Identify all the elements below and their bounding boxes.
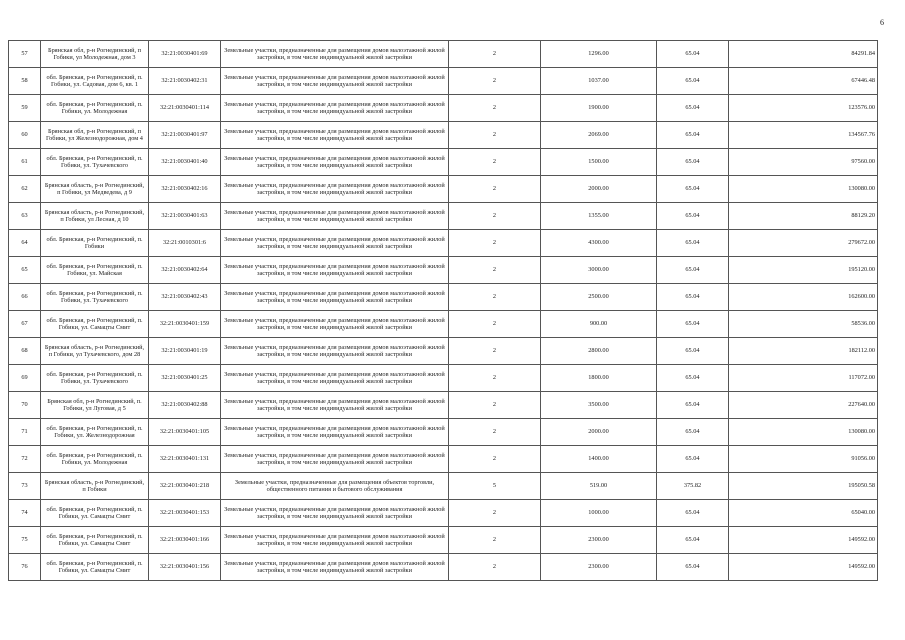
land-use-cell: Земельные участки, предназначенные для размещения домов малоэтажной жилой застройки, в том числе индивидуальной жилой застройки xyxy=(221,230,449,257)
specific-value-cell: 65.04 xyxy=(657,500,729,527)
area-cell: 3000.00 xyxy=(541,257,657,284)
specific-value-cell: 65.04 xyxy=(657,338,729,365)
land-use-cell: Земельные участки, предназначенные для размещения домов малоэтажной жилой застройки, в том числе индивидуальной жилой застройки xyxy=(221,527,449,554)
table-row xyxy=(9,338,878,365)
area-cell: 900.00 xyxy=(541,311,657,338)
table-row xyxy=(9,392,878,419)
land-use-cell: Земельные участки, предназначенные для размещения домов малоэтажной жилой застройки, в том числе индивидуальной жилой застройки xyxy=(221,176,449,203)
address-cell: обл. Брянская, р-н Рогнединский, п. Гобики, ул. Садовая, дом 6, кв. 1 xyxy=(41,68,149,95)
row-number: 70 xyxy=(9,392,41,419)
row-number: 67 xyxy=(9,311,41,338)
cadastral-value-cell: 58536.00 xyxy=(729,311,878,338)
row-number: 76 xyxy=(9,554,41,581)
area-cell: 1500.00 xyxy=(541,149,657,176)
cadastral-value-cell: 195120.00 xyxy=(729,257,878,284)
cadastral-number-cell: 32:21:0030402:88 xyxy=(149,392,221,419)
land-use-cell: Земельные участки, предназначенные для размещения домов малоэтажной жилой застройки, в том числе индивидуальной жилой застройки xyxy=(221,500,449,527)
cadastral-number-cell: 32:21:0030401:131 xyxy=(149,446,221,473)
row-number: 61 xyxy=(9,149,41,176)
address-cell: обл. Брянская, р-н Рогнединский, п. Гобики, ул. Молодежная xyxy=(41,446,149,473)
cadastral-value-cell: 88129.20 xyxy=(729,203,878,230)
table-row xyxy=(9,473,878,500)
area-cell: 1800.00 xyxy=(541,365,657,392)
row-number: 63 xyxy=(9,203,41,230)
area-cell: 2000.00 xyxy=(541,419,657,446)
area-cell: 2000.00 xyxy=(541,176,657,203)
cadastral-number-cell: 32:21:0030401:153 xyxy=(149,500,221,527)
table-row xyxy=(9,203,878,230)
specific-value-cell: 65.04 xyxy=(657,41,729,68)
row-number: 75 xyxy=(9,527,41,554)
cadastral-value-cell: 182112.00 xyxy=(729,338,878,365)
cadastral-value-cell: 195050.58 xyxy=(729,473,878,500)
area-cell: 2300.00 xyxy=(541,554,657,581)
cadastral-value-cell: 123576.00 xyxy=(729,95,878,122)
address-cell: обл. Брянская, р-н Рогнединский, п. Гобики, ул. Тухачевского xyxy=(41,284,149,311)
land-use-cell: Земельные участки, предназначенные для размещения объектов торговли, общественного питания и бытового обслуживания xyxy=(221,473,449,500)
row-number: 66 xyxy=(9,284,41,311)
cadastral-value-cell: 97560.00 xyxy=(729,149,878,176)
specific-value-cell: 65.04 xyxy=(657,176,729,203)
specific-value-cell: 65.04 xyxy=(657,446,729,473)
table-body xyxy=(9,41,878,581)
cadastral-number-cell: 32:21:0030402:31 xyxy=(149,68,221,95)
use-group-cell: 2 xyxy=(449,365,541,392)
land-use-cell: Земельные участки, предназначенные для размещения домов малоэтажной жилой застройки, в том числе индивидуальной жилой застройки xyxy=(221,203,449,230)
address-cell: Брянская область, р-н Рогнединский, п Гобики xyxy=(41,473,149,500)
address-cell: обл. Брянская, р-н Рогнединский, п. Гобики, ул. Самацты Смит xyxy=(41,554,149,581)
address-cell: Брянская область, р-н Рогнединский, п Гобики, ул Тухачевского, дом 28 xyxy=(41,338,149,365)
specific-value-cell: 65.04 xyxy=(657,257,729,284)
address-cell: обл. Брянская, р-н Рогнединский, п. Гобики, ул. Тухачевского xyxy=(41,149,149,176)
land-use-cell: Земельные участки, предназначенные для размещения домов малоэтажной жилой застройки, в том числе индивидуальной жилой застройки xyxy=(221,122,449,149)
row-number: 71 xyxy=(9,419,41,446)
cadastral-number-cell: 32:21:0030401:25 xyxy=(149,365,221,392)
table-row xyxy=(9,95,878,122)
land-use-cell: Земельные участки, предназначенные для размещения домов малоэтажной жилой застройки, в том числе индивидуальной жилой застройки xyxy=(221,446,449,473)
table-row xyxy=(9,554,878,581)
use-group-cell: 2 xyxy=(449,230,541,257)
use-group-cell: 2 xyxy=(449,41,541,68)
land-use-cell: Земельные участки, предназначенные для размещения домов малоэтажной жилой застройки, в том числе индивидуальной жилой застройки xyxy=(221,365,449,392)
cadastral-value-cell: 65040.00 xyxy=(729,500,878,527)
cadastral-number-cell: 32:21:0030401:97 xyxy=(149,122,221,149)
cadastral-value-cell: 91056.00 xyxy=(729,446,878,473)
use-group-cell: 2 xyxy=(449,338,541,365)
row-number: 59 xyxy=(9,95,41,122)
address-cell: Брянская обл, р-н Рогнединский, п Гобики, ул Молодежная, дом 3 xyxy=(41,41,149,68)
specific-value-cell: 65.04 xyxy=(657,311,729,338)
specific-value-cell: 375.82 xyxy=(657,473,729,500)
specific-value-cell: 65.04 xyxy=(657,68,729,95)
cadastral-number-cell: 32:21:0030401:40 xyxy=(149,149,221,176)
area-cell: 2069.00 xyxy=(541,122,657,149)
cadastral-value-cell: 279672.00 xyxy=(729,230,878,257)
cadastral-value-cell: 84291.84 xyxy=(729,41,878,68)
cadastral-number-cell: 32:21:0030401:218 xyxy=(149,473,221,500)
use-group-cell: 2 xyxy=(449,176,541,203)
use-group-cell: 2 xyxy=(449,500,541,527)
cadastral-number-cell: 32:21:0030401:105 xyxy=(149,419,221,446)
cadastral-value-cell: 67446.48 xyxy=(729,68,878,95)
cadastral-value-cell: 117072.00 xyxy=(729,365,878,392)
specific-value-cell: 65.04 xyxy=(657,95,729,122)
table-row xyxy=(9,500,878,527)
address-cell: обл. Брянская, р-н Рогнединский, п. Гобики, ул. Тухачевского xyxy=(41,365,149,392)
use-group-cell: 2 xyxy=(449,446,541,473)
cadastral-value-cell: 227640.00 xyxy=(729,392,878,419)
table-row xyxy=(9,68,878,95)
land-use-cell: Земельные участки, предназначенные для размещения домов малоэтажной жилой застройки, в том числе индивидуальной жилой застройки xyxy=(221,257,449,284)
land-use-cell: Земельные участки, предназначенные для размещения домов малоэтажной жилой застройки, в том числе индивидуальной жилой застройки xyxy=(221,419,449,446)
area-cell: 1296.00 xyxy=(541,41,657,68)
row-number: 73 xyxy=(9,473,41,500)
cadastral-number-cell: 32:21:0030402:43 xyxy=(149,284,221,311)
specific-value-cell: 65.04 xyxy=(657,527,729,554)
use-group-cell: 2 xyxy=(449,284,541,311)
row-number: 68 xyxy=(9,338,41,365)
use-group-cell: 2 xyxy=(449,311,541,338)
area-cell: 1000.00 xyxy=(541,500,657,527)
area-cell: 2800.00 xyxy=(541,338,657,365)
table-row xyxy=(9,230,878,257)
address-cell: Брянская обл, р-н Рогнединский, п. Гобики, ул Луговая, д 5 xyxy=(41,392,149,419)
address-cell: Брянская обл, р-н Рогнединский, п Гобики, ул Железнодорожная, дом 4 xyxy=(41,122,149,149)
cadastral-number-cell: 32:21:0030402:16 xyxy=(149,176,221,203)
specific-value-cell: 65.04 xyxy=(657,149,729,176)
table-row xyxy=(9,41,878,68)
address-cell: Брянская область, р-н Рогнединский, п Гобики, ул Медведева, д 9 xyxy=(41,176,149,203)
address-cell: обл. Брянская, р-н Рогнединский, п. Гобики, ул. Самацты Смит xyxy=(41,527,149,554)
use-group-cell: 5 xyxy=(449,473,541,500)
area-cell: 1900.00 xyxy=(541,95,657,122)
table-row xyxy=(9,527,878,554)
land-use-cell: Земельные участки, предназначенные для размещения домов малоэтажной жилой застройки, в том числе индивидуальной жилой застройки xyxy=(221,392,449,419)
table-row xyxy=(9,446,878,473)
specific-value-cell: 65.04 xyxy=(657,122,729,149)
row-number: 72 xyxy=(9,446,41,473)
row-number: 62 xyxy=(9,176,41,203)
table-row xyxy=(9,149,878,176)
use-group-cell: 2 xyxy=(449,68,541,95)
cadastral-number-cell: 32:21:0030401:69 xyxy=(149,41,221,68)
cadastral-value-cell: 134567.76 xyxy=(729,122,878,149)
row-number: 58 xyxy=(9,68,41,95)
table-row xyxy=(9,257,878,284)
use-group-cell: 2 xyxy=(449,257,541,284)
row-number: 60 xyxy=(9,122,41,149)
area-cell: 519.00 xyxy=(541,473,657,500)
specific-value-cell: 65.04 xyxy=(657,554,729,581)
row-number: 69 xyxy=(9,365,41,392)
area-cell: 1355.00 xyxy=(541,203,657,230)
specific-value-cell: 65.04 xyxy=(657,419,729,446)
row-number: 57 xyxy=(9,41,41,68)
cadastral-value-cell: 130080.00 xyxy=(729,419,878,446)
cadastral-number-cell: 32:21:0030401:159 xyxy=(149,311,221,338)
area-cell: 1037.00 xyxy=(541,68,657,95)
table-row xyxy=(9,122,878,149)
table-row xyxy=(9,176,878,203)
use-group-cell: 2 xyxy=(449,122,541,149)
address-cell: обл. Брянская, р-н Рогнединский, п. Гобики xyxy=(41,230,149,257)
address-cell: обл. Брянская, р-н Рогнединский, п. Гобики, ул. Самацты Смит xyxy=(41,500,149,527)
address-cell: обл. Брянская, р-н Рогнединский, п. Гобики, ул. Майская xyxy=(41,257,149,284)
cadastral-number-cell: 32:21:0030402:64 xyxy=(149,257,221,284)
land-use-cell: Земельные участки, предназначенные для размещения домов малоэтажной жилой застройки, в том числе индивидуальной жилой застройки xyxy=(221,41,449,68)
use-group-cell: 2 xyxy=(449,392,541,419)
land-use-cell: Земельные участки, предназначенные для размещения домов малоэтажной жилой застройки, в том числе индивидуальной жилой застройки xyxy=(221,338,449,365)
land-use-cell: Земельные участки, предназначенные для размещения домов малоэтажной жилой застройки, в том числе индивидуальной жилой застройки xyxy=(221,95,449,122)
land-use-cell: Земельные участки, предназначенные для размещения домов малоэтажной жилой застройки, в том числе индивидуальной жилой застройки xyxy=(221,311,449,338)
specific-value-cell: 65.04 xyxy=(657,203,729,230)
cadastral-number-cell: 32:21:0030401:19 xyxy=(149,338,221,365)
use-group-cell: 2 xyxy=(449,203,541,230)
table-row xyxy=(9,311,878,338)
use-group-cell: 2 xyxy=(449,149,541,176)
cadastral-number-cell: 32:21:0030401:63 xyxy=(149,203,221,230)
area-cell: 2500.00 xyxy=(541,284,657,311)
table-row xyxy=(9,284,878,311)
use-group-cell: 2 xyxy=(449,419,541,446)
area-cell: 3500.00 xyxy=(541,392,657,419)
use-group-cell: 2 xyxy=(449,554,541,581)
page-number: 6 xyxy=(880,18,884,27)
table-row xyxy=(9,419,878,446)
land-use-cell: Земельные участки, предназначенные для размещения домов малоэтажной жилой застройки, в том числе индивидуальной жилой застройки xyxy=(221,554,449,581)
use-group-cell: 2 xyxy=(449,527,541,554)
address-cell: обл. Брянская, р-н Рогнединский, п. Гобики, ул. Железнодорожная xyxy=(41,419,149,446)
land-use-cell: Земельные участки, предназначенные для размещения домов малоэтажной жилой застройки, в том числе индивидуальной жилой застройки xyxy=(221,284,449,311)
cadastral-value-cell: 130080.00 xyxy=(729,176,878,203)
area-cell: 1400.00 xyxy=(541,446,657,473)
area-cell: 2300.00 xyxy=(541,527,657,554)
address-cell: обл. Брянская, р-н Рогнединский, п. Гобики, ул. Молодежная xyxy=(41,95,149,122)
specific-value-cell: 65.04 xyxy=(657,230,729,257)
cadastral-value-cell: 149592.00 xyxy=(729,554,878,581)
cadastral-value-cell: 162600.00 xyxy=(729,284,878,311)
row-number: 65 xyxy=(9,257,41,284)
cadastral-number-cell: 32:21:0030401:156 xyxy=(149,554,221,581)
land-use-cell: Земельные участки, предназначенные для размещения домов малоэтажной жилой застройки, в том числе индивидуальной жилой застройки xyxy=(221,68,449,95)
cadastral-number-cell: 32:21:0030401:166 xyxy=(149,527,221,554)
cadastral-value-cell: 149592.00 xyxy=(729,527,878,554)
row-number: 74 xyxy=(9,500,41,527)
row-number: 64 xyxy=(9,230,41,257)
specific-value-cell: 65.04 xyxy=(657,284,729,311)
land-use-cell: Земельные участки, предназначенные для размещения домов малоэтажной жилой застройки, в том числе индивидуальной жилой застройки xyxy=(221,149,449,176)
specific-value-cell: 65.04 xyxy=(657,392,729,419)
table-row xyxy=(9,365,878,392)
land-cadastral-table xyxy=(8,40,878,581)
use-group-cell: 2 xyxy=(449,95,541,122)
specific-value-cell: 65.04 xyxy=(657,365,729,392)
area-cell: 4300.00 xyxy=(541,230,657,257)
cadastral-number-cell: 32:21:0030401:114 xyxy=(149,95,221,122)
cadastral-number-cell: 32:21:0010301:6 xyxy=(149,230,221,257)
address-cell: Брянская область, р-н Рогнединский, п Гобики, ул Лесная, д 10 xyxy=(41,203,149,230)
address-cell: обл. Брянская, р-н Рогнединский, п. Гобики, ул. Самацты Смит xyxy=(41,311,149,338)
